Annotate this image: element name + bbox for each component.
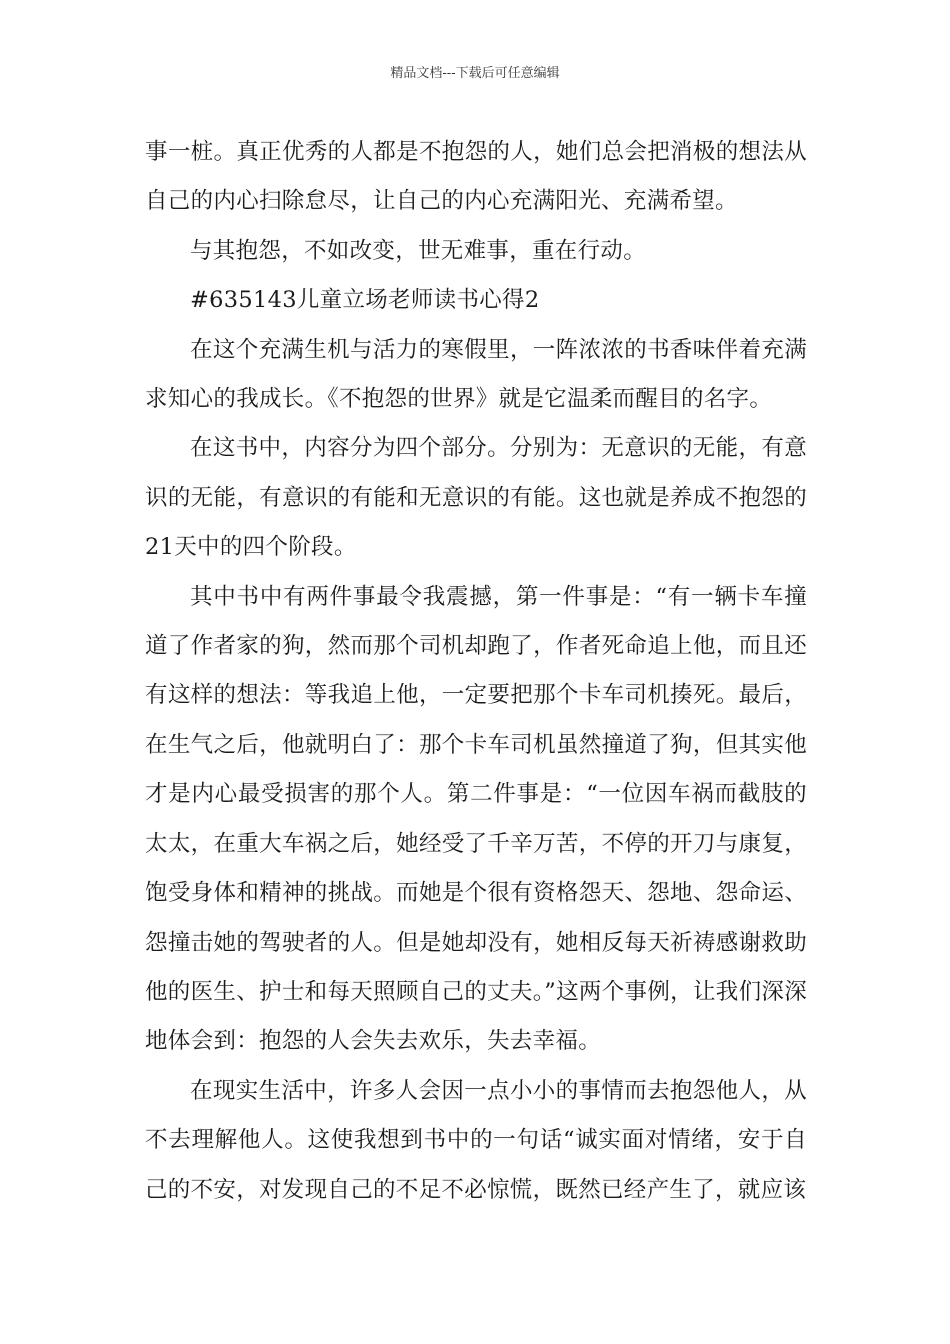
paragraph-3: 在这个充满生机与活力的寒假里，一阵浓浓的书香味伴着充满求知心的我成长。《不抱怨的世界》就是它温柔而醒目的名字。 <box>145 336 807 413</box>
paragraph-6: 在现实生活中，许多人会因一点小小的事情而去抱怨他人，从不去理解他人。这使我想到书中的一句话“诚实面对情绪，安于自己的不安，对发现自己的不足不必惊慌，既然已经产生了，就应该 <box>145 1077 807 1203</box>
document-body <box>145 128 807 1215</box>
section-heading: #635143儿童立场老师读书心得2 <box>190 287 540 314</box>
paragraph-1: 事一桩。真正优秀的人都是不抱怨的人，她们总会把消极的想法从自己的内心扫除怠尽，让自己的内心充满阳光、充满希望。 <box>145 139 807 215</box>
page-header: 精品文档---下载后可任意编辑 <box>390 66 560 81</box>
paragraph-5: 其中书中有两件事最令我震撼，第一件事是：“有一辆卡车撞道了作者家的狗，然而那个司机却跑了，作者死命追上他，而且还有这样的想法：等我追上他，一定要把那个卡车司机揍死。最后，在生气之后，他就明白了：那个卡车司机虽然撞道了狗，但其实他才是内心最受损害的那个人。第二件事是：“一位因车祸而截肢的太太，在重大车祸之后，她经受了千辛万苦，不停的开刀与康复，饱受身体和精神的挑战。而她是个很有资格怨天、怨地、怨命运、怨撞击她的驾驶者的人。但是她却没有，她相反每天祈祷感谢救助他的医生、护士和每天照顾自己的丈夫。”这两个事例，让我们深深地体会到：抱怨的人会失去欢乐，失去幸福。 <box>145 583 807 1055</box>
paragraph-4: 在这书中，内容分为四个部分。分别为：无意识的无能，有意识的无能，有意识的有能和无意识的有能。这也就是养成不抱怨的21天中的四个阶段。 <box>145 435 807 561</box>
paragraph-2: 与其抱怨，不如改变，世无难事，重在行动。 <box>190 237 647 264</box>
